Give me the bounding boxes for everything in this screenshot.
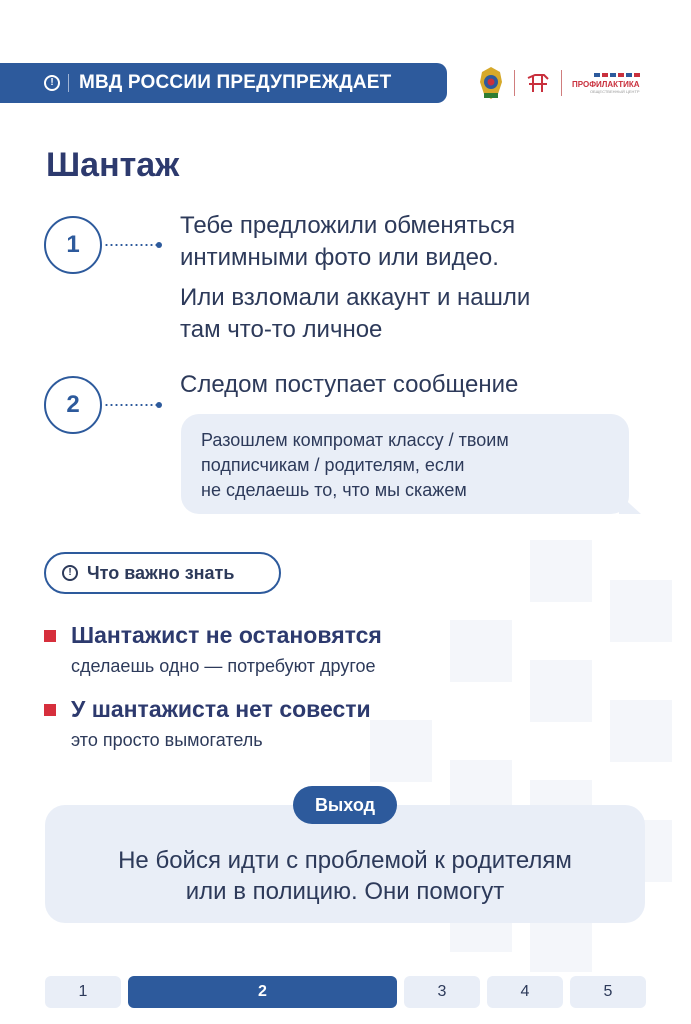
fact-2-subtitle: это просто вымогатель (71, 730, 263, 750)
info-icon: ! (62, 565, 78, 581)
threat-message-bubble (181, 414, 629, 514)
step-connector-2 (104, 404, 160, 406)
step-number-1: 1 (44, 216, 102, 274)
step-1-line-3: Или взломали аккаунт и нашли (180, 284, 531, 311)
logo-divider (514, 70, 515, 96)
step-1-line-4: там что-то личное (180, 316, 383, 343)
exit-line-1: Не бойся идти с проблемой к родителям (118, 847, 572, 874)
step-connector-1 (104, 244, 160, 246)
step-1-text-a (180, 210, 515, 274)
bubble-line-3: не сделаешь то, что мы скажем (201, 480, 467, 500)
mvd-emblem-icon (478, 66, 504, 100)
logo-divider (561, 70, 562, 96)
page-button-5[interactable]: 5 (570, 976, 646, 1008)
bubble-line-2: подписчикам / родителям, если (201, 455, 465, 475)
red-square-bullet-icon (44, 704, 56, 716)
step-number-2: 2 (44, 376, 102, 434)
step-1-line-2: интимными фото или видео. (180, 244, 499, 271)
profilaktika-logo (572, 73, 640, 94)
page-navigation (45, 976, 646, 1008)
horse-logo-icon (525, 70, 551, 96)
important-label (44, 552, 281, 594)
fact-1-subtitle: сделаешь одно — потребуют другое (71, 656, 376, 676)
partner-logos (478, 66, 640, 100)
important-label-text: Что важно знать (87, 562, 235, 583)
step-2-line-1: Следом поступает сообщение (180, 371, 519, 398)
logo-subtitle: ОБЩЕСТВЕННЫЙ ЦЕНТР (589, 88, 640, 94)
header-divider (68, 74, 69, 92)
logo-name: ПРОФИЛАКТИКА (572, 79, 640, 89)
exit-tag: Выход (293, 786, 397, 824)
info-icon: ! (44, 75, 60, 91)
step-1-line-1: Тебе предложили обменяться (180, 212, 516, 239)
exit-advice-text (45, 845, 645, 907)
fact-2-title: У шантажиста нет совести (71, 696, 371, 722)
bubble-line-1: Разошлем компромат классу / твоим (201, 430, 509, 450)
page-button-4[interactable]: 4 (487, 976, 563, 1008)
page-button-1[interactable]: 1 (45, 976, 121, 1008)
page-button-2-current[interactable]: 2 (128, 976, 397, 1008)
exit-line-2: или в полицию. Они помогут (185, 878, 505, 905)
logo-bars (594, 73, 640, 77)
fact-1-title: Шантажист не остановятся (71, 622, 382, 648)
header-title: МВД РОССИИ ПРЕДУПРЕЖДАЕТ (79, 72, 392, 93)
page-button-3[interactable]: 3 (404, 976, 480, 1008)
page-title: Шантаж (46, 146, 180, 184)
step-1-text-b (180, 282, 530, 346)
header-banner (0, 63, 447, 103)
red-square-bullet-icon (44, 630, 56, 642)
